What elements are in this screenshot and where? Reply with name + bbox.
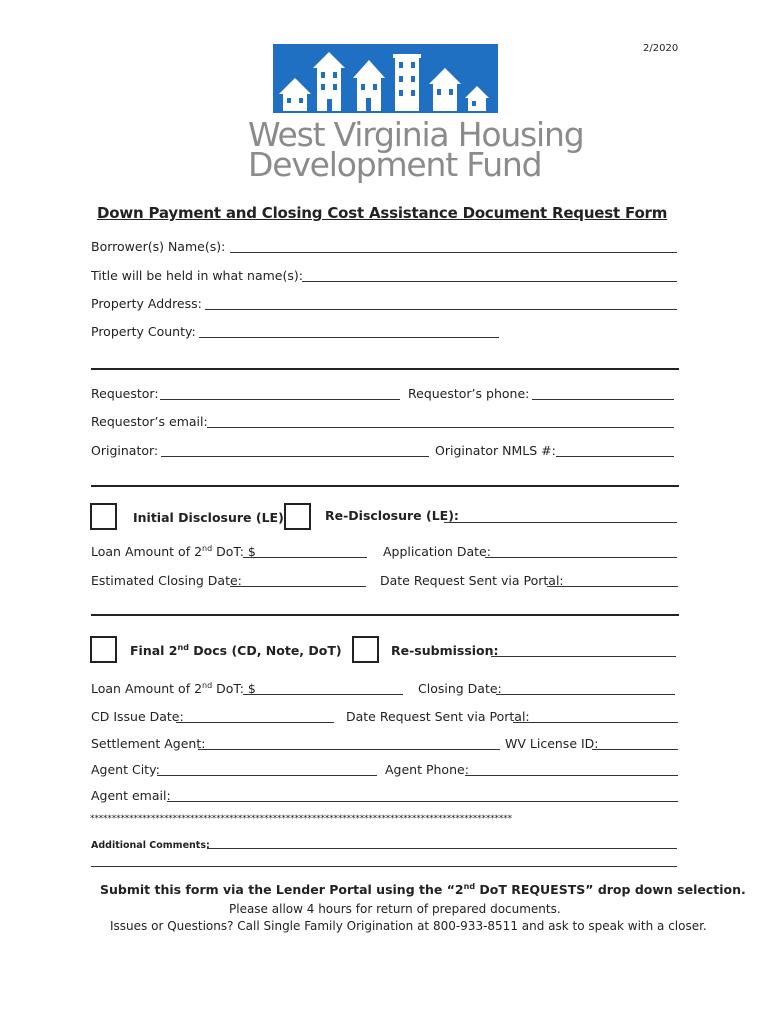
logo-line-1: West Virginia Housing	[248, 115, 584, 154]
requestor-email-label: Requestor’s email:	[91, 414, 208, 429]
loan-amount-sup: nd	[202, 543, 213, 553]
loan-amount-2-text-2: DoT: $	[212, 681, 256, 696]
property-county-label: Property County:	[91, 324, 196, 339]
initial-disclosure-label: Initial Disclosure (LE)	[133, 510, 284, 525]
logo-line-2: Development Fund	[248, 145, 542, 184]
application-date-label: Application Date:	[383, 544, 491, 559]
loan-amount-text-2: DoT: $	[212, 544, 256, 559]
agent-phone-field[interactable]	[465, 775, 678, 776]
title-held-label: Title will be held in what name(s):	[91, 268, 303, 283]
requestor-phone-label: Requestor’s phone:	[408, 386, 530, 401]
application-date-field[interactable]	[485, 557, 677, 558]
cd-issue-date-label: CD Issue Date:	[91, 709, 184, 724]
property-county-field[interactable]	[199, 337, 499, 338]
cd-issue-date-field[interactable]	[176, 722, 334, 723]
divider	[91, 614, 679, 616]
wv-license-field[interactable]	[592, 749, 678, 750]
originator-label: Originator:	[91, 443, 159, 458]
agent-phone-label: Agent Phone:	[385, 762, 469, 777]
wvhdf-logo-icon	[273, 44, 498, 113]
initial-disclosure-checkbox[interactable]	[90, 503, 117, 530]
form-date: 2/2020	[643, 43, 679, 54]
re-disclosure-checkbox[interactable]	[284, 503, 311, 530]
loan-amount-field[interactable]	[243, 557, 367, 558]
requestor-phone-field[interactable]	[532, 399, 674, 400]
re-disclosure-field[interactable]	[444, 522, 677, 523]
submit-instructions	[100, 882, 746, 898]
agent-email-label: Agent email:	[91, 788, 171, 803]
requestor-email-field[interactable]	[207, 427, 674, 428]
agent-email-field[interactable]	[167, 801, 678, 802]
date-request-sent-2-label: Date Request Sent via Portal:	[346, 709, 530, 724]
final-docs-sup: nd	[177, 642, 189, 652]
closing-date-label: Closing Date:	[418, 681, 502, 696]
additional-comments-field[interactable]	[207, 848, 677, 849]
borrower-names-label: Borrower(s) Name(s):	[91, 239, 226, 254]
loan-amount-2-label	[91, 681, 256, 697]
final-docs-text-2: Docs (CD, Note, DoT)	[188, 643, 342, 658]
submit-sup: nd	[463, 881, 476, 891]
title-held-field[interactable]	[302, 281, 677, 282]
divider	[91, 368, 679, 370]
submit-text-1: Submit this form via the Lender Portal using the “2	[100, 882, 464, 897]
date-request-sent-field[interactable]	[547, 586, 678, 587]
agent-city-field[interactable]	[157, 775, 377, 776]
loan-amount-2-field[interactable]	[243, 694, 403, 695]
additional-comments-field-2[interactable]	[91, 866, 677, 867]
allow-hours-note: Please allow 4 hours for return of prepared documents.	[229, 902, 561, 916]
resubmission-field[interactable]	[491, 656, 676, 657]
final-docs-text-1: Final 2	[130, 643, 178, 658]
property-address-field[interactable]	[205, 309, 677, 310]
wv-license-label: WV License ID:	[505, 736, 599, 751]
re-disclosure-label: Re-Disclosure (LE):	[325, 508, 459, 523]
requestor-field[interactable]	[160, 399, 400, 400]
divider	[91, 485, 679, 487]
page-title: Down Payment and Closing Cost Assistance Document Request Form	[97, 204, 668, 222]
submit-text-2: DoT REQUESTS” drop down selection.	[475, 882, 746, 897]
closing-date-field[interactable]	[496, 694, 675, 695]
loan-amount-2-text-1: Loan Amount of 2	[91, 681, 203, 696]
originator-field[interactable]	[161, 456, 429, 457]
final-docs-label	[130, 643, 342, 659]
settlement-agent-field[interactable]	[198, 749, 500, 750]
settlement-agent-label: Settlement Agent:	[91, 736, 206, 751]
property-address-label: Property Address:	[91, 296, 202, 311]
loan-amount-text-1: Loan Amount of 2	[91, 544, 203, 559]
resubmission-checkbox[interactable]	[352, 636, 379, 663]
additional-comments-label: Additional Comments:	[91, 840, 210, 851]
questions-note: Issues or Questions? Call Single Family Origination at 800-933-8511 and ask to speak with a closer.	[110, 919, 707, 933]
date-request-sent-2-field[interactable]	[513, 722, 678, 723]
estimated-closing-field[interactable]	[230, 586, 366, 587]
borrower-names-field[interactable]	[230, 252, 677, 253]
agent-city-label: Agent City:	[91, 762, 160, 777]
loan-amount-2-sup: nd	[202, 680, 213, 690]
star-separator: *************************************************************************************************	[90, 814, 512, 824]
final-docs-checkbox[interactable]	[90, 636, 117, 663]
originator-nmls-field[interactable]	[556, 456, 674, 457]
resubmission-label: Re-submission:	[391, 643, 499, 658]
originator-nmls-label: Originator NMLS #:	[435, 443, 556, 458]
requestor-label: Requestor:	[91, 386, 159, 401]
loan-amount-label	[91, 544, 256, 560]
estimated-closing-label: Estimated Closing Date:	[91, 573, 242, 588]
date-request-sent-label: Date Request Sent via Portal:	[380, 573, 564, 588]
